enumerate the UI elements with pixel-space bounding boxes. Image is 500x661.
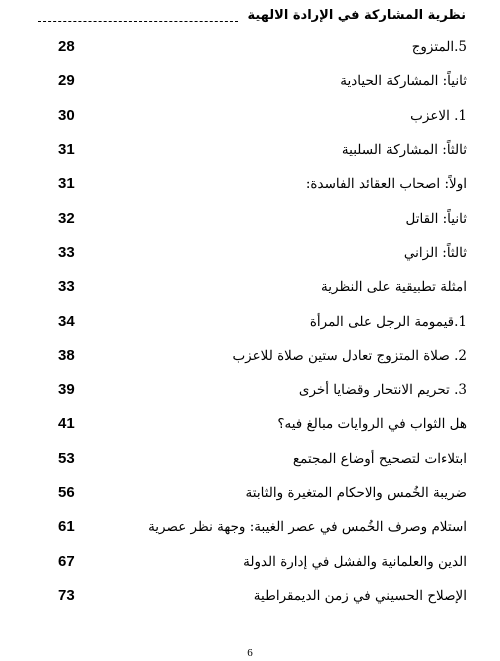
toc-entry-page: 28 [58,38,75,56]
toc-entry-title: الإصلاح الحسيني في زمن الديمقراطية [253,587,467,604]
toc-entry-page: 33 [58,243,75,261]
toc-entry[interactable] [58,579,467,613]
toc-entry-title: ثالثاً: المشاركة السلبية [341,142,467,159]
toc-entry-title: الدين والعلمانية والفشل في إدارة الدولة [243,553,467,570]
toc-entry-title: 1. الاعزب [410,107,467,124]
toc-entry-title: 2. صلاة المتزوج تعادل ستين صلاة للاعزب [232,347,467,364]
toc-entry[interactable] [58,339,467,373]
toc-entry[interactable] [58,236,467,270]
toc-entry[interactable] [58,270,467,304]
toc-entry[interactable] [58,201,467,235]
toc-entry-page: 53 [58,449,75,467]
toc-entry-title: 1.قيمومة الرجل على المرأة [309,313,467,330]
toc-entry-title: استلام وصرف الخُمس في عصر الغيبة: وجهة نظر عصرية [148,519,467,536]
toc-entry-title: 3. تحريم الانتحار وقضايا أخرى [298,382,467,399]
toc-entry-page: 61 [58,518,75,536]
table-of-contents [58,30,467,613]
toc-entry[interactable] [58,64,467,98]
toc-entry-title: ثالثاً: الزاني [403,244,467,261]
toc-entry[interactable] [58,30,467,64]
toc-entry-title: ثانياً: القاتل [405,210,467,227]
toc-entry-page: 34 [58,312,75,330]
page-number: 6 [247,647,253,659]
toc-entry-page: 38 [58,346,75,364]
toc-entry-page: 31 [58,175,75,193]
toc-entry-page: 29 [58,72,75,90]
toc-entry[interactable] [58,544,467,578]
toc-entry-page: 39 [58,381,75,399]
header-title: نظرية المشاركة في الإرادة الالهية [247,8,466,23]
toc-entry[interactable] [58,510,467,544]
toc-entry[interactable] [58,407,467,441]
toc-entry[interactable] [58,133,467,167]
toc-entry-page: 67 [58,552,75,570]
toc-entry-page: 33 [58,278,75,296]
toc-entry[interactable] [58,442,467,476]
toc-entry-page: 56 [58,484,75,501]
toc-entry[interactable] [58,304,467,338]
toc-entry-page: 31 [58,141,75,159]
toc-entry-title: ضريبة الخُمس والاحكام المتغيرة والثابتة [245,485,467,501]
toc-entry-title: 5.المتزوج [411,39,467,56]
running-header [38,4,466,26]
toc-entry-page: 41 [58,415,75,433]
toc-entry-title: ابتلاءات لتصحيح أوضاع المجتمع [292,450,467,467]
toc-entry[interactable] [58,99,467,133]
toc-entry-page: 32 [58,209,75,227]
toc-entry-page: 30 [58,106,75,124]
toc-entry-title: امثلة تطبيقية على النظرية [321,279,467,296]
toc-entry-title: هل الثواب في الروايات مبالغ فيه؟ [277,416,467,433]
toc-entry-page: 73 [58,586,75,604]
toc-entry[interactable] [58,373,467,407]
toc-entry-title: ثانياً: المشاركة الحيادية [340,73,467,90]
header-dashed-rule [38,21,238,22]
toc-entry[interactable] [58,476,467,510]
toc-entry[interactable] [58,167,467,201]
toc-entry-title: اولاً: اصحاب العقائد الفاسدة: [305,176,467,193]
